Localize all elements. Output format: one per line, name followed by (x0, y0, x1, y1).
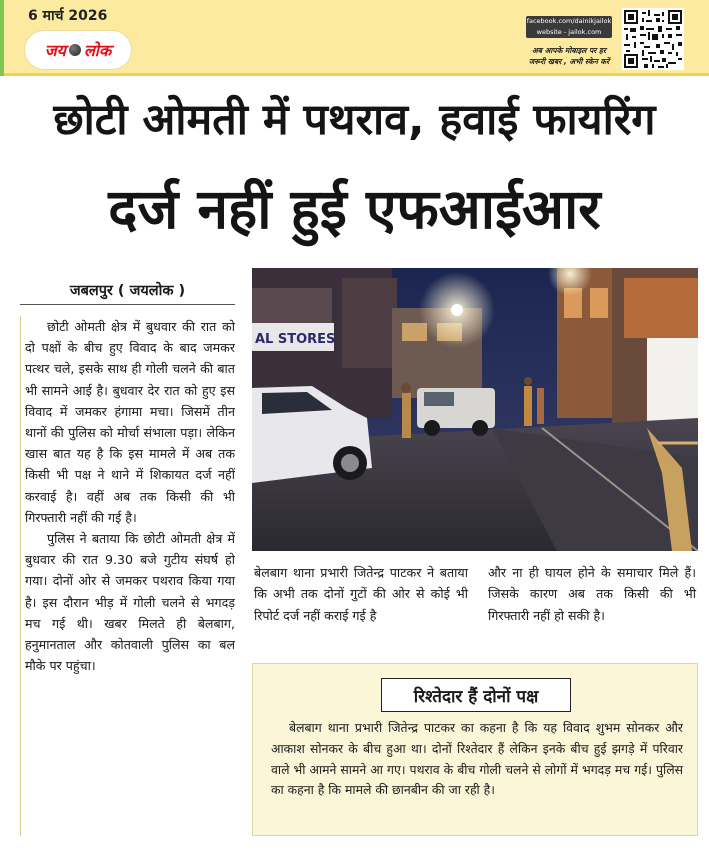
logo-text-lok: लोक (83, 41, 112, 60)
article-paragraph-1: छोटी ओमती क्षेत्र में बुधवार की रात को दो पक्षों के बीच हुए विवाद के बाद जमकर पत्थर चले, इसके साथ ही गोली चलने की बात भी सामने आई है। बुधवार देर रात को हुए इस विवाद में जमकर हंगामा मचा। जिसमें तीन थानों की पुलिस को मोर्चा संभाला पड़ा। लेकिन खास बात यह है कि इस मामले में अब तक किसी भी पक्ष ने थाने में शिकायत दर्ज नहीं करवाई है। वहीं अब तक किसी की भी गिरफ्तारी नहीं की गई है। (25, 319, 235, 525)
night-street-scene-image (252, 268, 698, 551)
related-box-title: रिश्तेदार हैं दोनों पक्ष (381, 678, 571, 712)
social-links (526, 16, 612, 38)
globe-icon (69, 44, 81, 56)
green-accent-bar (0, 0, 4, 76)
news-photo (252, 268, 698, 551)
issue-date: 6 मार्च 2026 (28, 8, 108, 24)
logo-text-jay: जय (44, 41, 66, 60)
related-box-body: बेलबाग थाना प्रभारी जितेन्द्र पाटकर का कहना है कि यह विवाद शुभम सोनकर और आकाश सोनकर के बीच हुआ था। दोनों रिश्तेदार हैं लेकिन इनके बीच हुई झगड़े में परिवार वाले भी आमने सामने आ गए। पथराव के बीच गोली चलने से लोगों में भगदड़ मच गई। पुलिस का कहना है कि मामले की छानबीन की जा रही है। (271, 720, 683, 798)
website-link[interactable]: website - jailok.com (536, 28, 602, 36)
scan-prompt-line1: अब आपके मोबाइल पर हर (532, 46, 606, 55)
dateline: जबलपुर ( जयलोक ) (69, 283, 186, 299)
qr-code-icon (624, 10, 682, 68)
qr-code[interactable] (622, 8, 684, 70)
scan-prompt-line2: जरूरी खबर , अभी स्केन करें (528, 57, 610, 66)
article-paragraph-2: पुलिस ने बताया कि छोटी ओमती क्षेत्र में बुधवार की रात 9.30 बजे गुटीय संघर्ष हो गया। दोनों ओर से जमकर पथराव किया गया है। इस दौरान भीड़ में गोली चलने से भगदड़ मच गई थी। खबर मिलते ही बेलबाग, हनुमानताल और कोतवाली पुलिस का बल मौके पर पहुंचा। (25, 531, 235, 674)
article-body (20, 316, 235, 836)
caption-column-2: और ना ही घायल होने के समाचार मिले हैं। जिसके कारण अब तक किसी की भी गिरफ्तारी नहीं हो सकी है। (488, 565, 696, 623)
dateline-divider (20, 304, 235, 305)
jaylok-logo (24, 30, 132, 70)
headline-line-2: दर्ज नहीं हुई एफआईआर (108, 177, 601, 241)
shop-sign-text: AL STORES (255, 332, 336, 347)
scan-prompt (521, 45, 617, 67)
caption-column-1: बेलबाग थाना प्रभारी जितेन्द्र पाटकर ने बताया कि अभी तक दोनों गुटों की ओर से कोई भी रिपोर्ट दर्ज नहीं कराई गई है (254, 565, 468, 623)
headline-line-1: छोटी ओमती में पथराव, हवाई फायरिंग (53, 95, 656, 145)
related-box (252, 663, 698, 836)
facebook-link[interactable]: facebook.com/dainikjailok (526, 17, 612, 25)
masthead-strip (0, 0, 709, 76)
